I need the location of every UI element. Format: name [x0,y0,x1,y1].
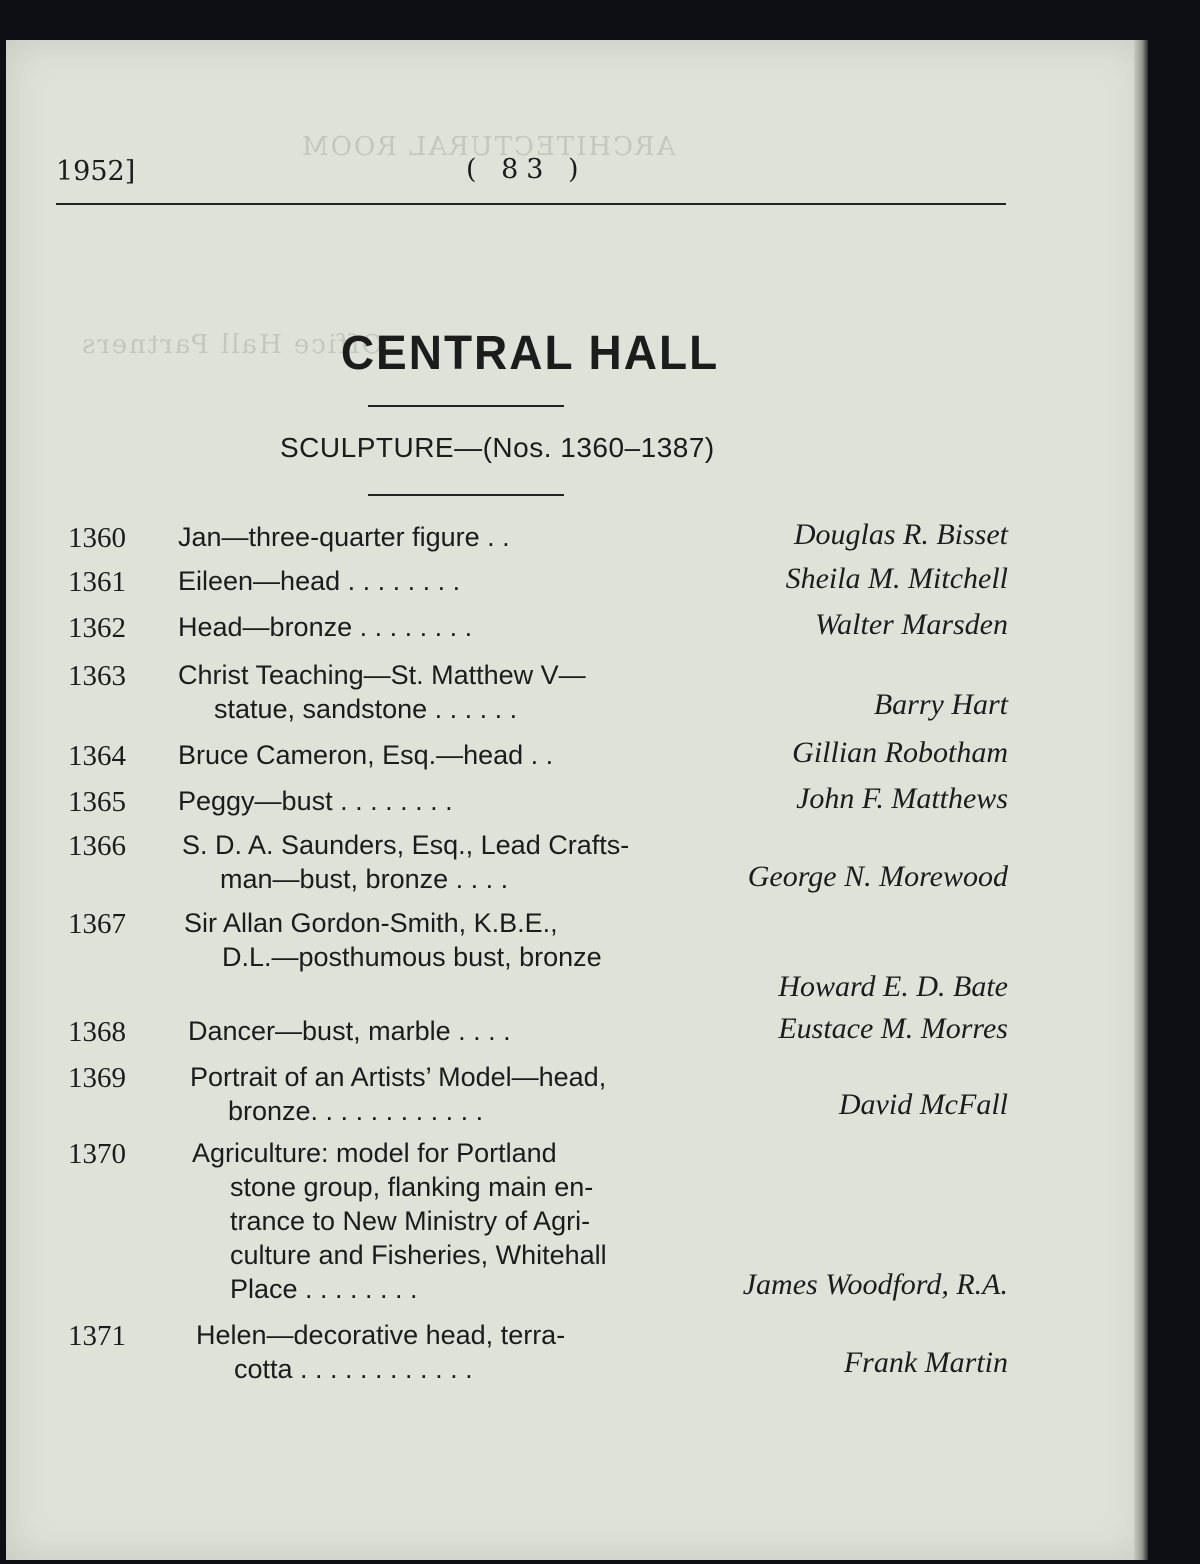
entry-description: Peggy—bust . . . . . . . . [178,786,453,816]
entry-artist: Gillian Robotham [792,736,1008,769]
entry-description-line-2: statue, sandstone . . . . . . [214,694,518,724]
show-through-text: ARCHITECTURAL ROOM [300,132,676,162]
section-title: CENTRAL HALL [340,324,720,380]
entry-artist: James Woodford, R.A. [742,1268,1008,1301]
header-rule [56,203,1006,205]
entry-artist: Barry Hart [873,688,1008,721]
entry-description: Dancer—bust, marble . . . . [188,1016,511,1046]
section-subtitle: SCULPTURE—(Nos. 1360–1387) [280,432,715,463]
entry-artist: Sheila M. Mitchell [785,562,1008,595]
entry-description-line-2: cotta . . . . . . . . . . . . [234,1354,473,1384]
entry-description-line-2: man—bust, bronze . . . . [220,864,509,894]
entry-number: 1364 [68,740,126,772]
entry-artist: David McFall [838,1088,1008,1121]
entry-description-line-1: Helen—decorative head, terra- [196,1320,566,1350]
entry-number: 1365 [68,786,126,818]
entry-description: Eileen—head . . . . . . . . [178,566,461,596]
page-edge-shadow [1134,40,1148,1560]
entry-artist: Eustace M. Morres [778,1012,1008,1045]
entry-description-line-3: trance to New Ministry of Agri- [230,1206,591,1236]
entry-description-line-5: Place . . . . . . . . [230,1274,418,1304]
entry-artist: Douglas R. Bisset [793,518,1008,551]
entry-number: 1367 [68,908,126,940]
subtitle-rule [368,494,564,496]
show-through-text-2: Office Hall Partners [80,330,383,360]
title-rule [368,405,564,407]
entry-description-line-2: stone group, flanking main en- [230,1172,594,1202]
entry-number: 1370 [68,1138,126,1170]
entry-description-line-1: Sir Allan Gordon-Smith, K.B.E., [184,908,558,938]
entry-number: 1360 [68,522,126,554]
entry-description-line-1: S. D. A. Saunders, Esq., Lead Crafts- [182,830,630,860]
entry-number: 1368 [68,1016,126,1048]
entry-number: 1361 [68,566,126,598]
entry-description: Bruce Cameron, Esq.—head . . [178,740,554,770]
entry-number: 1362 [68,612,126,644]
entry-artist: George N. Morewood [747,860,1008,893]
entry-description-line-2: bronze. . . . . . . . . . . . [228,1096,484,1126]
entry-artist: Howard E. D. Bate [778,970,1008,1003]
entry-artist: John F. Matthews [796,782,1008,815]
entry-number: 1369 [68,1062,126,1094]
entry-number: 1371 [68,1320,126,1352]
entry-description-line-1: Agriculture: model for Portland [192,1138,557,1168]
entry-description: Jan—three-quarter figure . . [178,522,510,552]
entry-description-line-1: Christ Teaching—St. Matthew V— [178,660,586,690]
page-number: ( 83 ) [466,154,587,185]
entry-artist: Frank Martin [843,1346,1008,1379]
entry-description-line-2: D.L.—posthumous bust, bronze [222,942,602,972]
entry-description-line-4: culture and Fisheries, Whitehall [230,1240,607,1270]
header-year: 1952] [56,156,136,187]
entry-number: 1366 [68,830,126,862]
entry-description-line-1: Portrait of an Artists’ Model—head, [190,1062,607,1092]
entry-number: 1363 [68,660,126,692]
entry-artist: Walter Marsden [814,608,1008,641]
entry-description: Head—bronze . . . . . . . . [178,612,473,642]
